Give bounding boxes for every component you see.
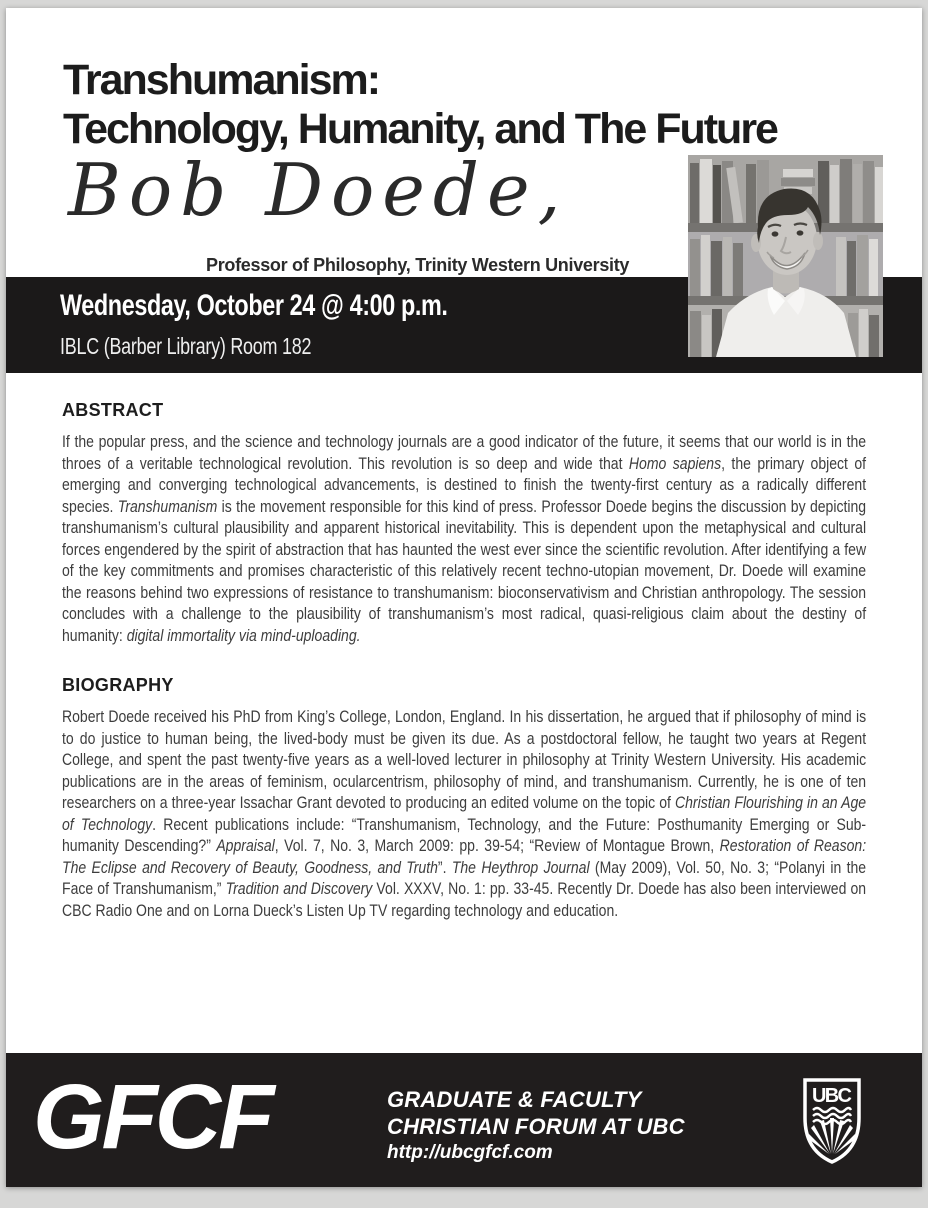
abstract-paragraph-wrap	[62, 432, 866, 647]
event-datetime: Wednesday, October 24 @ 4:00 p.m.	[60, 289, 448, 322]
abstract-heading: ABSTRACT	[62, 400, 164, 420]
poster-title	[63, 56, 777, 154]
speaker-portrait-illustration	[688, 155, 883, 357]
poster-body	[6, 401, 922, 922]
speaker-photo	[688, 155, 883, 357]
poster-title-line2: Technology, Humanity, and The Future	[63, 105, 777, 153]
event-location: IBLC (Barber Library) Room 182	[60, 333, 312, 359]
speaker-title: Professor of Philosophy, Trinity Western University	[206, 255, 630, 275]
poster-title-line1: Transhumanism:	[63, 56, 380, 104]
poster-page	[6, 8, 922, 1187]
biography-heading: BIOGRAPHY	[62, 675, 174, 695]
gfcf-wordmark: GFCF	[33, 1066, 272, 1168]
ubc-logo-text: UBC	[812, 1085, 852, 1107]
abstract-paragraph: If the popular press, and the science and technology journals are a good indicator of the future, it seems that our world is in the throes of a veritable technological revolution. This revolution is so deep and wide that Homo sapiens, the primary object of emerging and converging technological advancements, is destined to finish the twenty-first century as a radically different species. Transhumanism is the movement responsible for this kind of press. Professor Doede begins the discussion by depicting transhumanism’s cultural plausibility and apparent historical inevitability. This is dependent upon the metaphysical and cultural forces engendered by the spirit of abstraction that has haunted the west ever since the scientific revolution. After identifying a few of the key commitments and promises characteristic of this relatively recent techno-utopian movement, Dr. Doede will examine the reasons behind two expressions of resistance to transhumanism: bioconservativism and Christian anthropology. The session concludes with a challenge to the plausibility of transhumanism’s most radical, quasi-religious claim about the destiny of humanity: digital immortality via mind-uploading.	[62, 433, 867, 645]
biography-section	[62, 676, 866, 922]
biography-paragraph: Robert Doede received his PhD from King’s College, London, England. In his dissertation, he argued that if philosophy of mind is to do justice to human being, the lived-body must be given its due. As a postdoctoral fellow, he taught two years at Regent College, and spent the past twenty-five years as a well-loved lecturer in philosophy at Trinity Western University. His academic publications are in the areas of feminism, ocularcentrism, philosophy of mind, and transhumanism. Currently, he is one of ten researchers on a three-year Issachar Grant devoted to producing an edited volume on the topic of Christian Flourishing in an Age of Technology. Recent publications include: “Transhumanism, Technology, and the Future: Posthumanity Emerging or Sub-humanity Descending?” Appraisal, Vol. 7, No. 3, March 2009: pp. 39-54; “Review of Montague Brown, Restoration of Reason: The Eclipse and Recovery of Beauty, Goodness, and Truth”. The Heythrop Journal (May 2009), Vol. 50, No. 3; “Polanyi in the Face of Transhumanism,” Tradition and Discovery Vol. XXXV, No. 1: pp. 33-45. Recently Dr. Doede has also been interviewed on CBC Radio One and on Lorna Dueck’s Listen Up TV regarding technology and education.	[62, 708, 867, 920]
footer-org-line2: CHRISTIAN FORUM AT UBC	[387, 1114, 685, 1139]
abstract-section	[62, 401, 866, 647]
footer-org-line1: GRADUATE & FACULTY	[387, 1087, 642, 1112]
biography-paragraph-wrap	[62, 707, 866, 922]
footer-org-block	[387, 1086, 685, 1166]
speaker-name-signature: Bob Doede,	[68, 148, 569, 232]
ubc-shield-logo	[801, 1076, 863, 1166]
footer-url: http://ubcgfcf.com	[387, 1142, 553, 1163]
poster-footer	[6, 1053, 922, 1187]
